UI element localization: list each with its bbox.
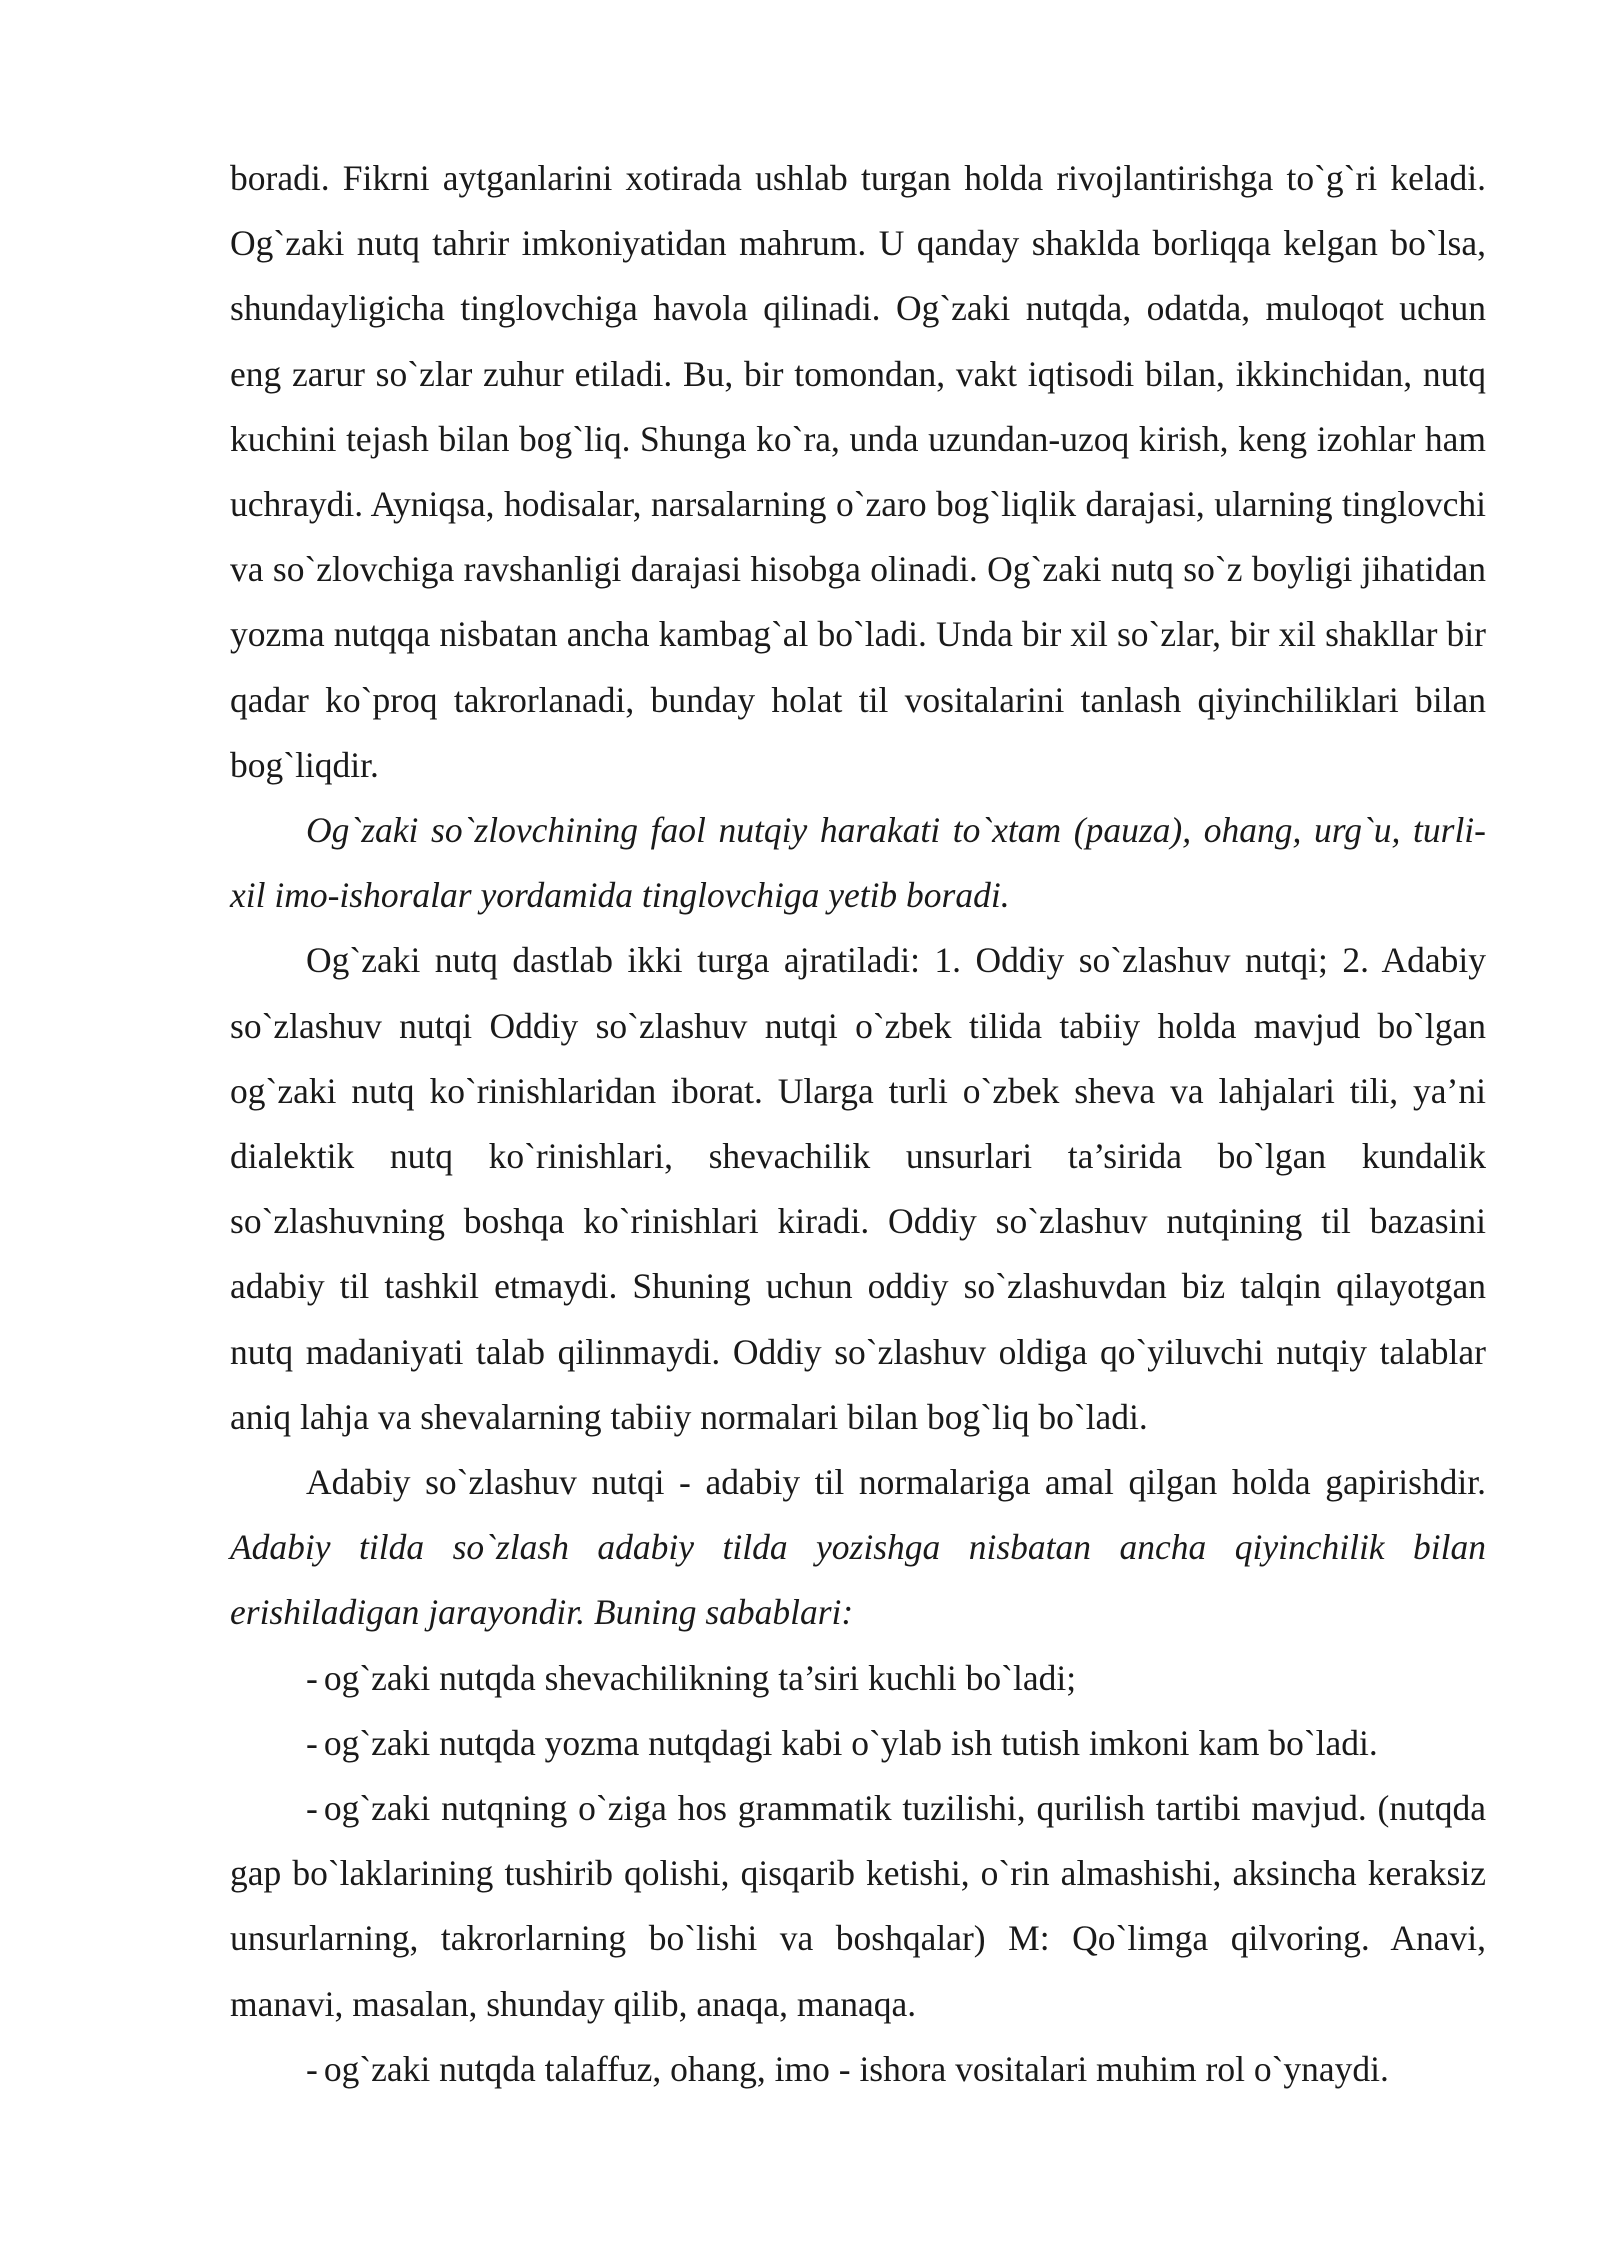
list-dash: -: [306, 1722, 318, 1763]
list-item-text: og`zaki nutqning o`ziga hos grammatik tuzilishi, qurilish tartibi mavjud. (nutqda gap bo`laklarining tushirib qolishi, qisqarib ketishi, o`rin almashishi, aksincha keraksiz unsurlarning, takrorlarning bo`lishi va boshqalar) M: Qo`limga qilvoring. Anavi, manavi, masalan, shunday qilib, anaqa, manaqa.: [230, 1788, 1486, 2024]
list-dash: -: [306, 1657, 318, 1698]
list-dash: -: [306, 1788, 318, 1829]
document-page: [230, 146, 1486, 2102]
list-item: [230, 1646, 1486, 1711]
paragraph-2: [230, 798, 1486, 928]
list-item-text: og`zaki nutqda talaffuz, ohang, imo - ishora vositalari muhim rol o`ynaydi.: [323, 2048, 1389, 2089]
paragraph-3: Og`zaki nutq dastlab ikki turga ajratiladi: 1. Oddiy so`zlashuv nutqi; 2. Adabiy so`zlashuv nutqi Oddiy so`zlashuv nutqi o`zbek tilida tabiiy holda mavjud bo`lgan og`zaki nutq ko`rinishlaridan iborat. Ularga turli o`zbek sheva va lahjalari tili, ya’ni dialektik nutq ko`rinishlari, shevachilik unsurlari ta’sirida bo`lgan kundalik so`zlashuvning boshqa ko`rinishlari kiradi. Oddiy so`zlashuv nutqining til bazasini adabiy til tashkil etmaydi. Shuning uchun oddiy so`zlashuvdan biz talqin qilayotgan nutq madaniyati talab qilinmaydi. Oddiy so`zlashuv oldiga qo`yiluvchi nutqiy talablar aniq lahja va shevalarning tabiiy normalari bilan bog`liq bo`ladi.: [230, 940, 1486, 1437]
list-item-text: og`zaki nutqda yozma nutqdagi kabi o`ylab ish tutish imkoni kam bo`ladi.: [323, 1722, 1378, 1763]
list-dash: -: [306, 2048, 318, 2089]
paragraph-4: [230, 1450, 1486, 1646]
paragraph-2-italic: Og`zaki so`zlovchining faol nutqiy harakati to`xtam (pauza), ohang, urg`u, turli-xil imo-ishoralar yordamida tinglovchiga yetib boradi.: [230, 810, 1486, 916]
list-item-text: og`zaki nutqda shevachilikning ta’siri kuchli bo`ladi;: [323, 1657, 1077, 1698]
paragraph-4-italic: Adabiy tilda so`zlash adabiy tilda yozishga nisbatan ancha qiyinchilik bilan erishiladigan jarayondir. Buning sabablari:: [230, 1527, 1486, 1633]
list-item: [230, 1711, 1486, 1776]
list-item: [230, 2037, 1486, 2102]
list-item: [230, 1776, 1486, 2037]
paragraph-1: boradi. Fikrni aytganlarini xotirada ushlab turgan holda rivojlantirishga to`g`ri keladi. Og`zaki nutq tahrir imkoniyatidan mahrum. U qanday shaklda borliqqa kelgan bo`lsa, shundayligicha tinglovchiga havola qilinadi. Og`zaki nutqda, odatda, muloqot uchun eng zarur so`zlar zuhur etiladi. Bu, bir tomondan, vakt iqtisodi bilan, ikkinchidan, nutq kuchini tejash bilan bog`liq. Shunga ko`ra, unda uzundan-uzoq kirish, keng izohlar ham uchraydi. Ayniqsa, hodisalar, narsalarning o`zaro bog`liqlik darajasi, ularning tinglovchi va so`zlovchiga ravshanligi darajasi hisobga olinadi. Og`zaki nutq so`z boyligi jihatidan yozma nutqqa nisbatan ancha kambag`al bo`ladi. Unda bir xil so`zlar, bir xil shakllar bir qadar ko`proq takrorlanadi, bunday holat til vositalarini tanlash qiyinchiliklari bilan bog`liqdir.: [230, 158, 1486, 785]
paragraph-4-regular: Adabiy so`zlashuv nutqi - adabiy til normalariga amal qilgan holda gapirishdir.: [306, 1462, 1486, 1503]
